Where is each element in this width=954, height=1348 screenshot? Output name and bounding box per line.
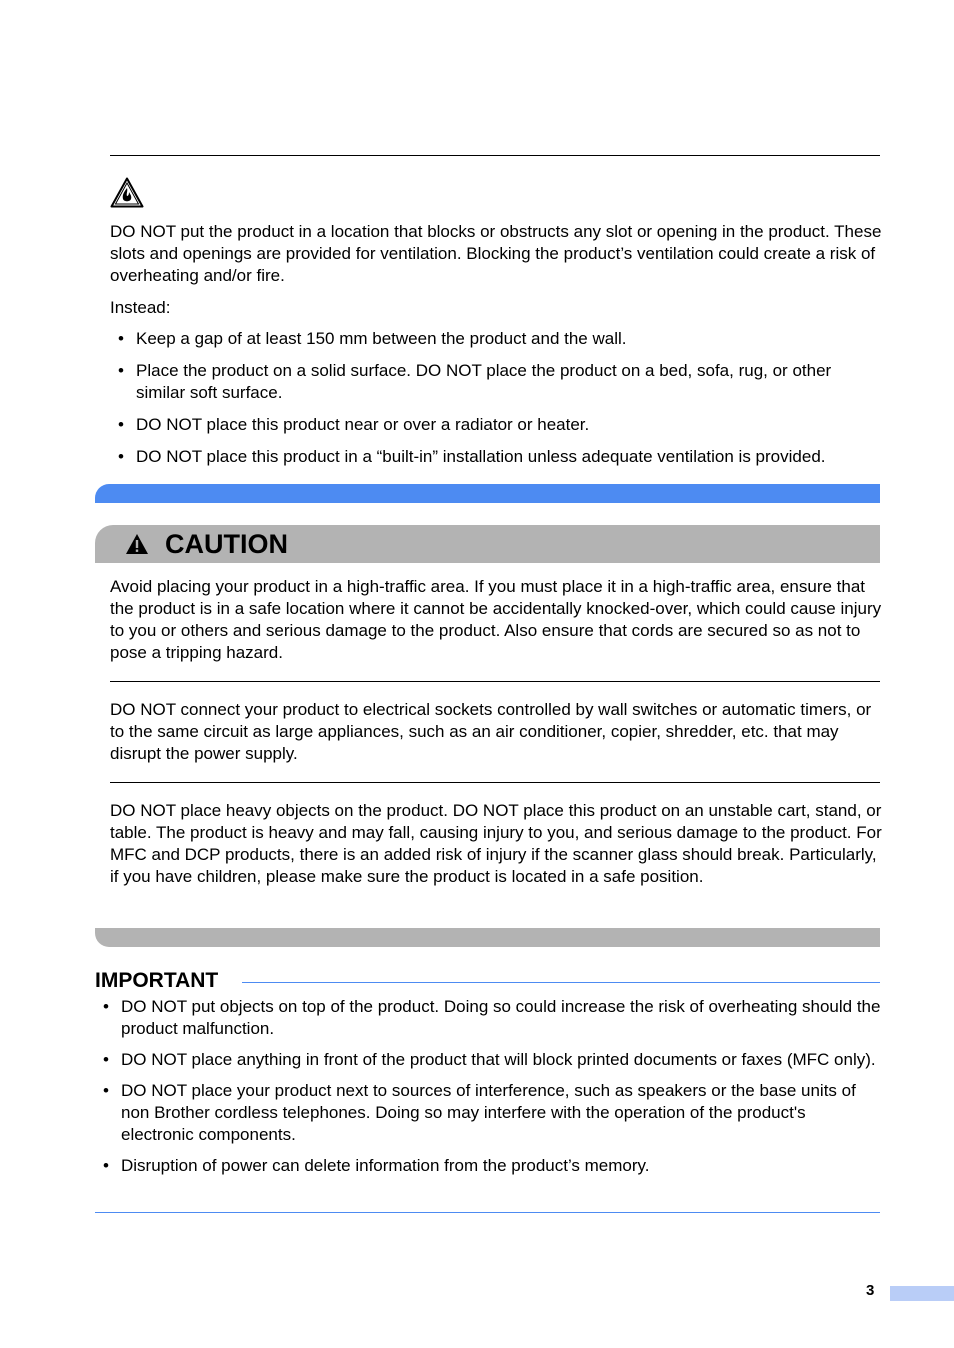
high-traffic-caution-text: Avoid placing your product in a high-traffic area. If you must place it in a high-traffic area, ensure that the product is in a safe location where it cannot be accidentally knocked-over, which could cause injury to you or others and serious damage to the product. Also ensure that cords are secured so as not to pose a tripping hazard. — [110, 577, 882, 662]
important-end-line — [95, 1212, 880, 1213]
list-item: • DO NOT place anything in front of the product that will block printed documents or faxes (MFC only). — [95, 1049, 882, 1071]
important-bullet-list — [95, 996, 882, 1186]
warning-triangle-icon — [125, 533, 149, 555]
electrical-socket-caution-text: DO NOT connect your product to electrical sockets controlled by wall switches or automatic timers, or to the same circuit as large appliances, such as an air conditioner, copier, shredder, etc. that may disrupt the power supply. — [110, 700, 872, 763]
important-header-line — [242, 982, 880, 983]
fire-hazard-icon — [110, 177, 144, 208]
top-divider — [110, 155, 880, 156]
important-title: IMPORTANT — [95, 969, 219, 992]
warning-bullet-list — [110, 328, 882, 478]
list-item: • DO NOT place your product next to sources of interference, such as speakers or the base units of non Brother cordless telephones. Doing so may interfere with the operation of the product's electronic components. — [95, 1080, 882, 1146]
caution-end-bar — [95, 928, 880, 947]
list-item: • DO NOT place this product near or over a radiator or heater. — [110, 414, 882, 436]
page-tab-marker — [890, 1286, 954, 1301]
instead-label: Instead: — [110, 298, 171, 317]
warning-end-bar — [95, 484, 880, 503]
caution-header — [95, 525, 880, 563]
list-item: • DO NOT put objects on top of the product. Doing so could increase the risk of overheating should the product malfunction. — [95, 996, 882, 1040]
list-item: • DO NOT place this product in a “built-in” installation unless adequate ventilation is provided. — [110, 446, 882, 468]
caution-divider — [110, 681, 880, 682]
list-item: • Place the product on a solid surface. DO NOT place the product on a bed, sofa, rug, or other similar soft surface. — [110, 360, 882, 404]
list-item: • Keep a gap of at least 150 mm between the product and the wall. — [110, 328, 882, 350]
heavy-objects-caution-text: DO NOT place heavy objects on the product. DO NOT place this product on an unstable cart, stand, or table. The product is heavy and may fall, causing injury to you, and serious damage to the product. For MFC and DCP products, there is an added risk of injury if the scanner glass should break. Particularly, if you have children, please make sure the product is located in a safe position. — [110, 801, 882, 886]
caution-divider — [110, 782, 880, 783]
page-number: 3 — [866, 1282, 875, 1299]
list-item: • Disruption of power can delete information from the product’s memory. — [95, 1155, 882, 1177]
ventilation-warning-text: DO NOT put the product in a location that blocks or obstructs any slot or opening in the product. These slots and openings are provided for ventilation. Blocking the product’s ventilation could create a risk of overheating and/or fire. — [110, 222, 882, 285]
caution-title: CAUTION — [165, 529, 288, 559]
